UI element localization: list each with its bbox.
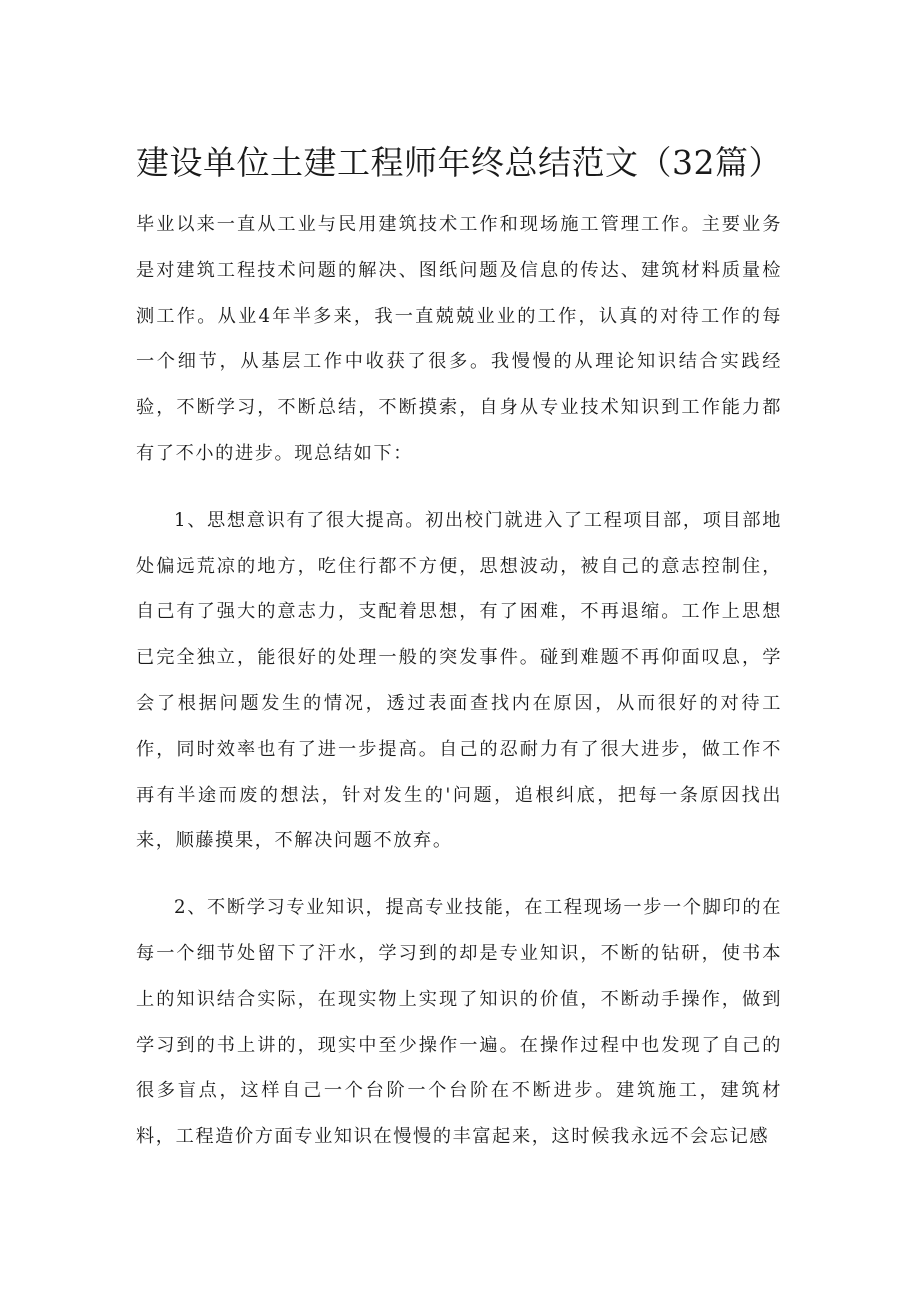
document-body bbox=[136, 202, 782, 1181]
paragraph-point-1: 1、思想意识有了很大提高。初出校门就进入了工程项目部，项目部地处偏远荒凉的地方，吃住行都不方便，思想波动，被自己的意志控制住，自己有了强大的意志力，支配着思想，有了困难，不再退缩。工作上思想已完全独立，能很好的处理一般的突发事件。碰到难题不再仰面叹息，学会了根据问题发生的情况，透过表面查找内在原因，从而很好的对待工作，同时效率也有了进一步提高。自己的忍耐力有了很大进步，做工作不再有半途而废的想法，针对发生的'问题，追根纠底，把每一条原因找出来，顺藤摸果，不解决问题不放弃。 bbox=[136, 509, 782, 852]
paragraph-point-2: 2、不断学习专业知识，提高专业技能，在工程现场一步一个脚印的在每一个细节处留下了汗水，学习到的却是专业知识，不断的钻研，使书本上的知识结合实际，在现实物上实现了知识的价值，不断动手操作，做到学习到的书上讲的，现实中至少操作一遍。在操作过程中也发现了自己的很多盲点，这样自己一个台阶一个台阶在不断进步。建筑施工，建筑材料，工程造价方面专业知识在慢慢的丰富起来，这时候我永远不会忘记感 bbox=[136, 897, 782, 1148]
document-title: 建设单位土建工程师年终总结范文（32篇） bbox=[136, 143, 782, 182]
paragraph-intro: 毕业以来一直从工业与民用建筑技术工作和现场施工管理工作。主要业务是对建筑工程技术问题的解决、图纸问题及信息的传达、建筑材料质量检测工作。从业4年半多来，我一直兢兢业业的工作，认真的对待工作的每一个细节，从基层工作中收获了很多。我慢慢的从理论知识结合实践经验，不断学习，不断总结，不断摸索，自身从专业技术知识到工作能力都有了不小的进步。现总结如下： bbox=[136, 214, 782, 464]
